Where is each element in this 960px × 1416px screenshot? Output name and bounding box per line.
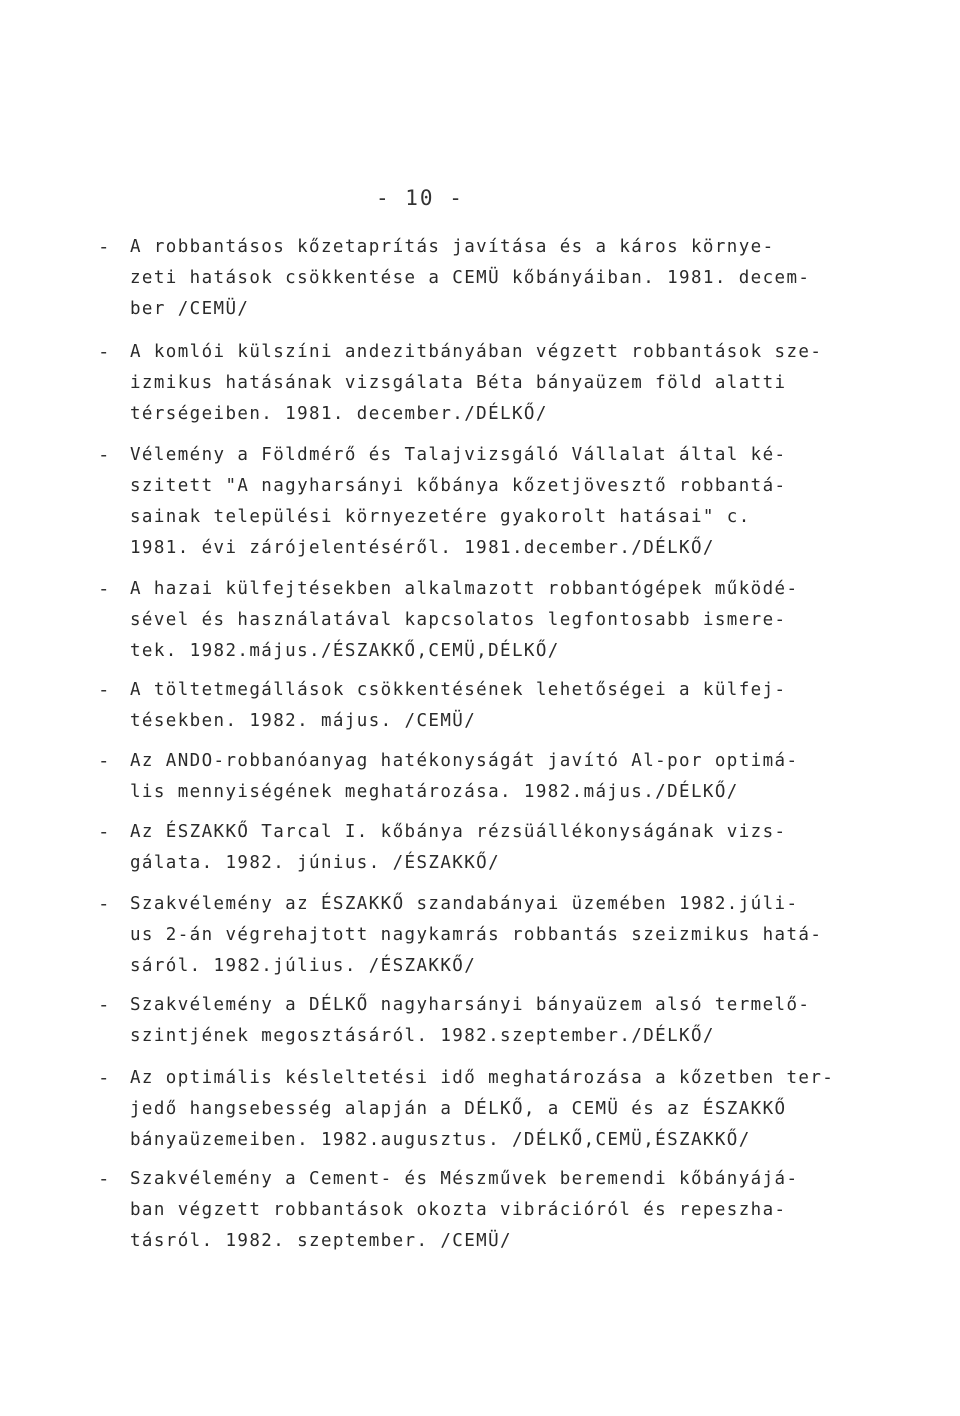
entry-text-line: zeti hatások csökkentése a CEMÜ kőbányáiban. 1981. decem- (130, 268, 811, 288)
entry-text-line: ban végzett robbantások okozta vibrációról és repeszha- (130, 1200, 787, 1220)
entry-text-line: ber /CEMÜ/ (130, 299, 250, 319)
entry-text-line: gálata. 1982. június. /ÉSZAKKŐ/ (130, 853, 501, 873)
list-item (98, 232, 858, 325)
list-item (98, 440, 858, 564)
entry-text-line: A robbantásos kőzetaprítás javítása és a káros környe- (130, 237, 775, 257)
entry-text-line: sáról. 1982.július. /ÉSZAKKŐ/ (130, 956, 477, 976)
list-bullet: - (98, 444, 110, 466)
list-item (98, 990, 858, 1052)
page-number: - 10 - (376, 186, 464, 210)
list-bullet: - (98, 994, 110, 1016)
entry-text-line: izmikus hatásának vizsgálata Béta bányaüzem föld alatti (130, 373, 787, 393)
entry-text-line: szintjének megosztásáról. 1982.szeptember./DÉLKŐ/ (130, 1026, 715, 1046)
entry-text-line: jedő hangsebesség alapján a DÉLKŐ, a CEMÜ és az ÉSZAKKŐ (130, 1099, 787, 1119)
list-item (98, 746, 858, 808)
entry-text-line: tek. 1982.május./ÉSZAKKŐ,CEMÜ,DÉLKŐ/ (130, 641, 560, 661)
list-bullet: - (98, 341, 110, 363)
list-item (98, 1164, 858, 1257)
list-bullet: - (98, 578, 110, 600)
entry-text-line: tásról. 1982. szeptember. /CEMÜ/ (130, 1231, 512, 1251)
entry-text-line: térségeiben. 1981. december./DÉLKŐ/ (130, 404, 548, 424)
entry-text-line: bányaüzemeiben. 1982.augusztus. /DÉLKŐ,CEMÜ,ÉSZAKKŐ/ (130, 1130, 751, 1150)
entry-text-line: us 2-án végrehajtott nagykamrás robbantás szeizmikus hatá- (130, 925, 823, 945)
list-bullet: - (98, 679, 110, 701)
entry-text-line: Az ANDO-robbanóanyag hatékonyságát javító Al-por optimá- (130, 751, 799, 771)
entry-text-line: sainak települési környezetére gyakorolt hatásai" c. (130, 507, 751, 527)
list-bullet: - (98, 893, 110, 915)
entry-text-line: lis mennyiségének meghatározása. 1982.május./DÉLKŐ/ (130, 782, 739, 802)
list-bullet: - (98, 1168, 110, 1190)
list-item (98, 889, 858, 982)
entry-text-line: tésekben. 1982. május. /CEMÜ/ (130, 711, 477, 731)
list-item (98, 337, 858, 430)
entry-text-line: A komlói külszíni andezitbányában végzett robbantások sze- (130, 342, 823, 362)
entry-text-line: szitett "A nagyharsányi kőbánya kőzetjövesztő robbantá- (130, 476, 787, 496)
list-bullet: - (98, 821, 110, 843)
entry-text-line: A hazai külfejtésekben alkalmazott robbantógépek működé- (130, 579, 799, 599)
entry-text-line: sével és használatával kapcsolatos legfontosabb ismere- (130, 610, 787, 630)
list-item (98, 675, 858, 737)
list-item (98, 817, 858, 879)
entry-text-line: Az optimális késleltetési idő meghatározása a kőzetben ter- (130, 1068, 835, 1088)
entry-text-line: Szakvélemény a DÉLKŐ nagyharsányi bányaüzem alsó termelő- (130, 995, 811, 1015)
entry-text-line: Az ÉSZAKKŐ Tarcal I. kőbánya rézsüállékonyságának vizs- (130, 822, 787, 842)
entry-text-line: Szakvélemény az ÉSZAKKŐ szandabányai üzemében 1982.júli- (130, 894, 799, 914)
list-item (98, 1063, 858, 1156)
list-item (98, 574, 858, 667)
list-bullet: - (98, 750, 110, 772)
entry-text-line: A töltetmegállások csökkentésének lehetőségei a külfej- (130, 680, 787, 700)
entry-text-line: 1981. évi zárójelentéséről. 1981.december./DÉLKŐ/ (130, 538, 715, 558)
list-bullet: - (98, 1067, 110, 1089)
entry-text-line: Szakvélemény a Cement- és Mészművek beremendi kőbányájá- (130, 1169, 799, 1189)
list-bullet: - (98, 236, 110, 258)
entry-text-line: Vélemény a Földmérő és Talajvizsgáló Vállalat által ké- (130, 445, 787, 465)
